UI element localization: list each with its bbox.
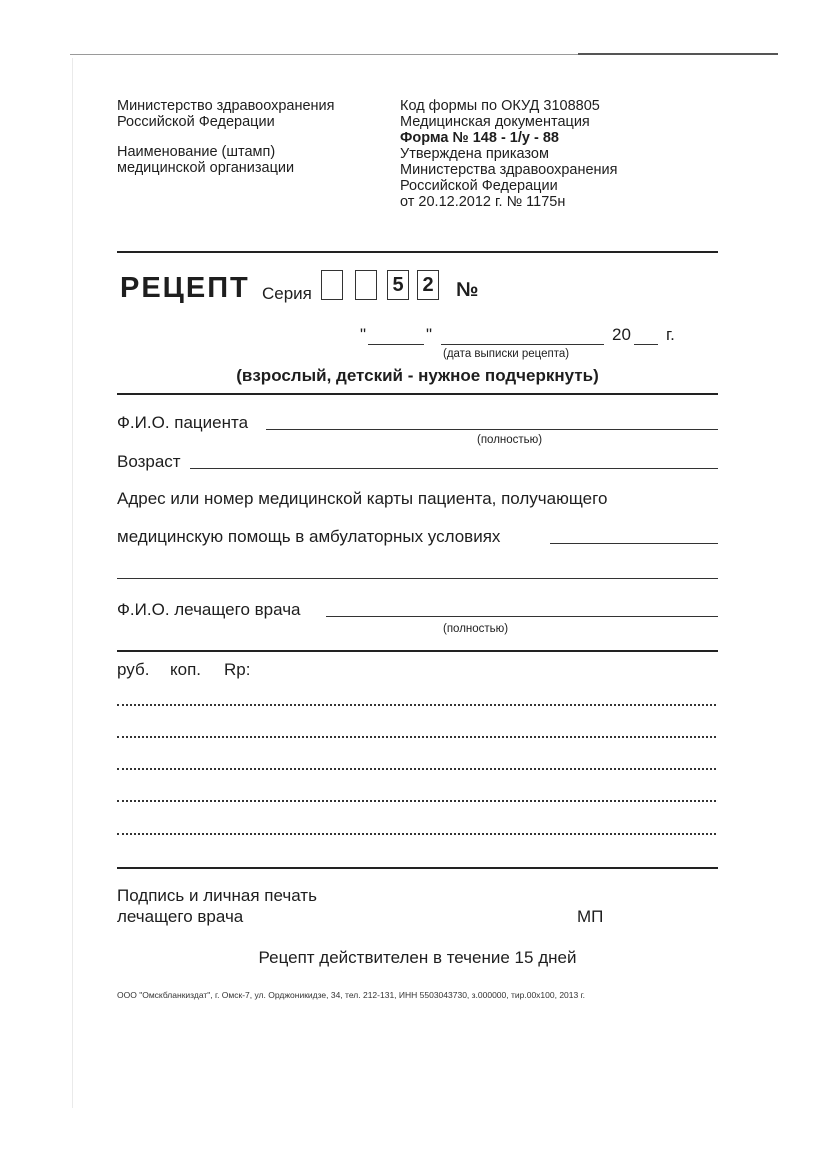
rp-label: Rp: xyxy=(224,660,251,679)
signature-label-line-1: Подпись и личная печать xyxy=(117,886,317,905)
date-caption: (дата выписки рецепта) xyxy=(443,348,570,360)
rx-line-2[interactable] xyxy=(117,736,716,738)
address-field[interactable] xyxy=(550,543,718,544)
doctor-name-field[interactable] xyxy=(326,616,718,617)
printer-imprint: ООО "Омскбланкиздат", г. Омск-7, ул. Орджоникидзе, 34, тел. 212-131, ИНН 5503043730, з.000000, тир.00х100, 2013 г. xyxy=(117,990,586,1000)
number-label: № xyxy=(456,279,479,301)
series-box-4[interactable]: 2 xyxy=(417,270,439,300)
ministry-line-2: Российской Федерации xyxy=(117,114,275,130)
okud-code: Код формы по ОКУД 3108805 xyxy=(400,98,600,114)
address-label-line-2: медицинскую помощь в амбулаторных условиях xyxy=(117,527,501,546)
series-box-2[interactable] xyxy=(355,270,377,300)
date-year-field[interactable] xyxy=(634,344,658,345)
header-left xyxy=(117,98,377,190)
patient-category: (взрослый, детский - нужное подчеркнуть) xyxy=(236,366,599,385)
divider xyxy=(117,393,718,395)
divider xyxy=(117,867,718,869)
series-box-1[interactable] xyxy=(321,270,343,300)
doctor-name-caption: (полностью) xyxy=(443,623,509,635)
stamp-place-label: МП xyxy=(577,907,604,926)
approval-line-1: Утверждена приказом xyxy=(400,146,549,162)
rub-label: руб. xyxy=(117,660,150,679)
rx-line-4[interactable] xyxy=(117,800,716,802)
approval-line-4: от 20.12.2012 г. № 1175н xyxy=(400,194,566,210)
approval-line-2: Министерства здравоохранения xyxy=(400,162,618,178)
patient-name-caption: (полностью) xyxy=(477,434,543,446)
header-divider xyxy=(117,251,718,253)
organization-stamp-line-2: медицинской организации xyxy=(117,160,295,176)
signature-label-line-2: лечащего врача xyxy=(117,907,244,926)
validity-note: Рецепт действителен в течение 15 дней xyxy=(258,948,577,967)
date-close-quote: " xyxy=(426,325,433,344)
date-month-field[interactable] xyxy=(441,344,604,345)
address-field-line-2[interactable] xyxy=(117,578,718,579)
prescription-title: РЕЦЕПТ xyxy=(120,272,250,304)
rx-line-3[interactable] xyxy=(117,768,716,770)
medical-documentation: Медицинская документация xyxy=(400,114,590,130)
form-number: Форма № 148 - 1/у - 88 xyxy=(400,130,559,146)
age-field[interactable] xyxy=(190,468,718,469)
date-day-field[interactable] xyxy=(368,344,424,345)
patient-name-label: Ф.И.О. пациента xyxy=(117,413,249,432)
header-right xyxy=(400,98,680,210)
patient-name-field[interactable] xyxy=(266,429,718,430)
rx-line-1[interactable] xyxy=(117,704,716,706)
rx-line-5[interactable] xyxy=(117,833,716,835)
age-label: Возраст xyxy=(117,452,181,471)
date-open-quote: " xyxy=(360,325,367,344)
date-year-prefix: 20 xyxy=(612,325,631,344)
address-label-line-1: Адрес или номер медицинской карты пациента, получающего xyxy=(117,489,608,508)
organization-stamp-line-1: Наименование (штамп) xyxy=(117,144,276,160)
divider xyxy=(117,650,718,652)
date-year-suffix: г. xyxy=(666,325,675,344)
doctor-name-label: Ф.И.О. лечащего врача xyxy=(117,600,301,619)
series-box-3[interactable]: 5 xyxy=(387,270,409,300)
approval-line-3: Российской Федерации xyxy=(400,178,558,194)
scan-edge xyxy=(578,53,778,55)
series-label: Серия xyxy=(262,284,312,303)
ministry-line-1: Министерство здравоохранения xyxy=(117,98,335,114)
scan-edge xyxy=(72,58,73,1108)
kop-label: коп. xyxy=(170,660,202,679)
